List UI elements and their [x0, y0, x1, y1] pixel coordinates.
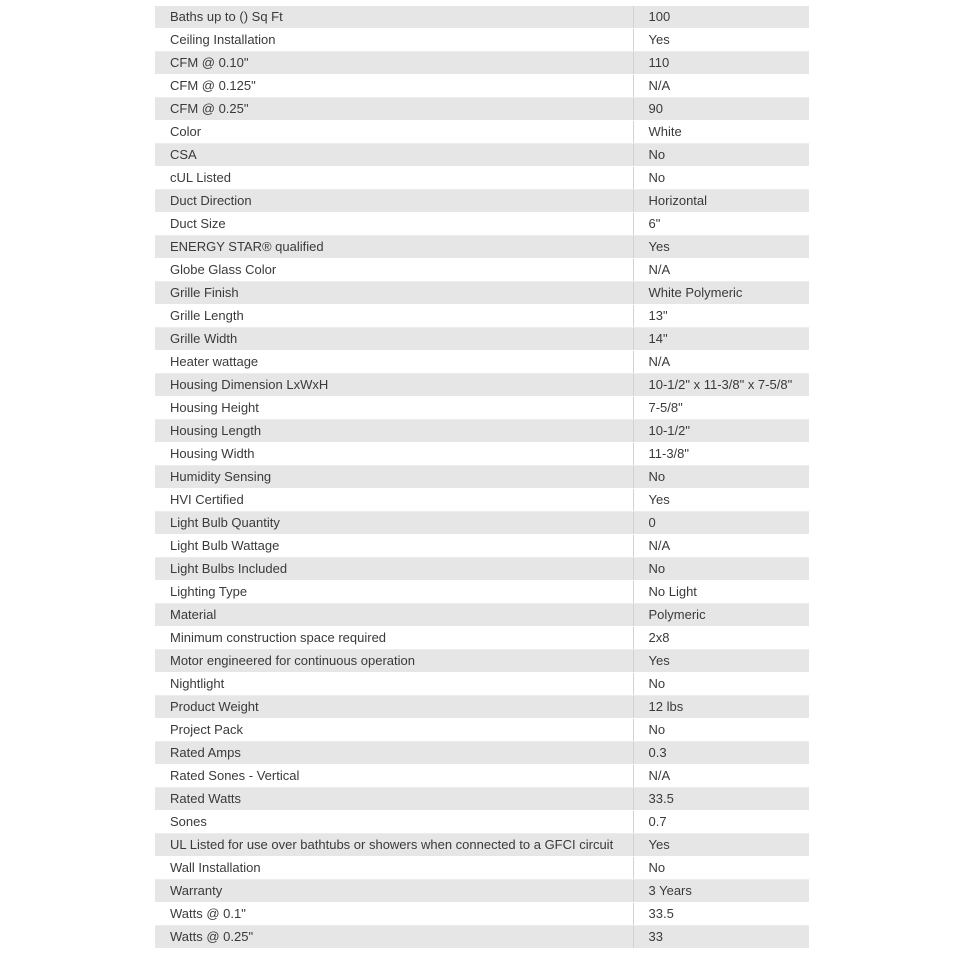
spec-row — [155, 236, 809, 259]
spec-row — [155, 213, 809, 236]
spec-row — [155, 98, 809, 121]
spec-value: 10-1/2" — [633, 420, 809, 443]
spec-row — [155, 6, 809, 29]
spec-row — [155, 443, 809, 466]
spec-label: Housing Width — [155, 443, 633, 466]
spec-row — [155, 144, 809, 167]
spec-value: 11-3/8" — [633, 443, 809, 466]
spec-value: 3 Years — [633, 880, 809, 903]
spec-value: 6" — [633, 213, 809, 236]
spec-row — [155, 29, 809, 52]
spec-label: Color — [155, 121, 633, 144]
spec-row — [155, 489, 809, 512]
spec-value: Polymeric — [633, 604, 809, 627]
spec-label: Grille Length — [155, 305, 633, 328]
spec-value: 0.3 — [633, 742, 809, 765]
spec-value: 0.7 — [633, 811, 809, 834]
spec-label: Watts @ 0.1" — [155, 903, 633, 926]
spec-value: Horizontal — [633, 190, 809, 213]
spec-label: Wall Installation — [155, 857, 633, 880]
spec-row — [155, 121, 809, 144]
spec-row — [155, 834, 809, 857]
spec-row — [155, 903, 809, 926]
spec-value: 14" — [633, 328, 809, 351]
spec-label: Baths up to () Sq Ft — [155, 6, 633, 29]
spec-label: CFM @ 0.25" — [155, 98, 633, 121]
spec-label: Rated Sones - Vertical — [155, 765, 633, 788]
spec-row — [155, 926, 809, 949]
spec-value: No — [633, 466, 809, 489]
spec-label: Sones — [155, 811, 633, 834]
spec-label: UL Listed for use over bathtubs or showers when connected to a GFCI circuit — [155, 834, 633, 857]
spec-label: Humidity Sensing — [155, 466, 633, 489]
spec-label: Product Weight — [155, 696, 633, 719]
spec-value: Yes — [633, 650, 809, 673]
spec-label: Warranty — [155, 880, 633, 903]
spec-label: Project Pack — [155, 719, 633, 742]
spec-value: 13" — [633, 305, 809, 328]
spec-value: N/A — [633, 765, 809, 788]
spec-row — [155, 259, 809, 282]
spec-row — [155, 52, 809, 75]
spec-row — [155, 673, 809, 696]
spec-value: No — [633, 558, 809, 581]
spec-label: Grille Width — [155, 328, 633, 351]
spec-value: Yes — [633, 236, 809, 259]
spec-value: 33 — [633, 926, 809, 949]
spec-label: Housing Length — [155, 420, 633, 443]
spec-value: 90 — [633, 98, 809, 121]
spec-row — [155, 650, 809, 673]
spec-label: Ceiling Installation — [155, 29, 633, 52]
spec-label: CSA — [155, 144, 633, 167]
spec-value: 2x8 — [633, 627, 809, 650]
spec-row — [155, 742, 809, 765]
spec-value: No — [633, 857, 809, 880]
spec-row — [155, 466, 809, 489]
spec-value: Yes — [633, 489, 809, 512]
spec-value: 33.5 — [633, 903, 809, 926]
spec-label: Duct Direction — [155, 190, 633, 213]
spec-value: 12 lbs — [633, 696, 809, 719]
spec-label: Grille Finish — [155, 282, 633, 305]
spec-row — [155, 696, 809, 719]
spec-row — [155, 397, 809, 420]
spec-row — [155, 558, 809, 581]
spec-value: Yes — [633, 29, 809, 52]
specifications-table-body — [155, 6, 809, 949]
spec-label: Lighting Type — [155, 581, 633, 604]
spec-label: ENERGY STAR® qualified — [155, 236, 633, 259]
spec-row — [155, 190, 809, 213]
spec-value: 100 — [633, 6, 809, 29]
spec-row — [155, 581, 809, 604]
spec-row — [155, 75, 809, 98]
spec-value: 33.5 — [633, 788, 809, 811]
spec-value: No — [633, 144, 809, 167]
spec-label: Light Bulb Wattage — [155, 535, 633, 558]
specifications-table — [155, 6, 809, 949]
spec-label: cUL Listed — [155, 167, 633, 190]
spec-row — [155, 282, 809, 305]
spec-value: N/A — [633, 259, 809, 282]
spec-value: White — [633, 121, 809, 144]
spec-row — [155, 167, 809, 190]
spec-label: Light Bulbs Included — [155, 558, 633, 581]
spec-value: No Light — [633, 581, 809, 604]
spec-label: Minimum construction space required — [155, 627, 633, 650]
spec-row — [155, 374, 809, 397]
spec-label: Rated Watts — [155, 788, 633, 811]
spec-value: White Polymeric — [633, 282, 809, 305]
spec-value: Yes — [633, 834, 809, 857]
spec-row — [155, 604, 809, 627]
spec-value: N/A — [633, 75, 809, 98]
spec-row — [155, 811, 809, 834]
spec-value: N/A — [633, 535, 809, 558]
spec-label: HVI Certified — [155, 489, 633, 512]
spec-value: 7-5/8" — [633, 397, 809, 420]
spec-row — [155, 627, 809, 650]
spec-value: No — [633, 719, 809, 742]
spec-row — [155, 305, 809, 328]
spec-label: Rated Amps — [155, 742, 633, 765]
spec-value: 10-1/2" x 11-3/8" x 7-5/8" — [633, 374, 809, 397]
spec-value: No — [633, 673, 809, 696]
spec-label: Light Bulb Quantity — [155, 512, 633, 535]
spec-row — [155, 788, 809, 811]
spec-row — [155, 420, 809, 443]
spec-row — [155, 351, 809, 374]
spec-label: Watts @ 0.25" — [155, 926, 633, 949]
spec-label: CFM @ 0.125" — [155, 75, 633, 98]
spec-value: No — [633, 167, 809, 190]
spec-row — [155, 880, 809, 903]
spec-row — [155, 535, 809, 558]
spec-label: Housing Height — [155, 397, 633, 420]
spec-label: Nightlight — [155, 673, 633, 696]
spec-label: Material — [155, 604, 633, 627]
spec-label: Housing Dimension LxWxH — [155, 374, 633, 397]
spec-row — [155, 328, 809, 351]
spec-row — [155, 512, 809, 535]
spec-row — [155, 857, 809, 880]
spec-label: CFM @ 0.10" — [155, 52, 633, 75]
spec-value: N/A — [633, 351, 809, 374]
spec-label: Motor engineered for continuous operation — [155, 650, 633, 673]
spec-label: Globe Glass Color — [155, 259, 633, 282]
spec-value: 110 — [633, 52, 809, 75]
spec-value: 0 — [633, 512, 809, 535]
spec-row — [155, 765, 809, 788]
spec-label: Heater wattage — [155, 351, 633, 374]
spec-row — [155, 719, 809, 742]
spec-label: Duct Size — [155, 213, 633, 236]
